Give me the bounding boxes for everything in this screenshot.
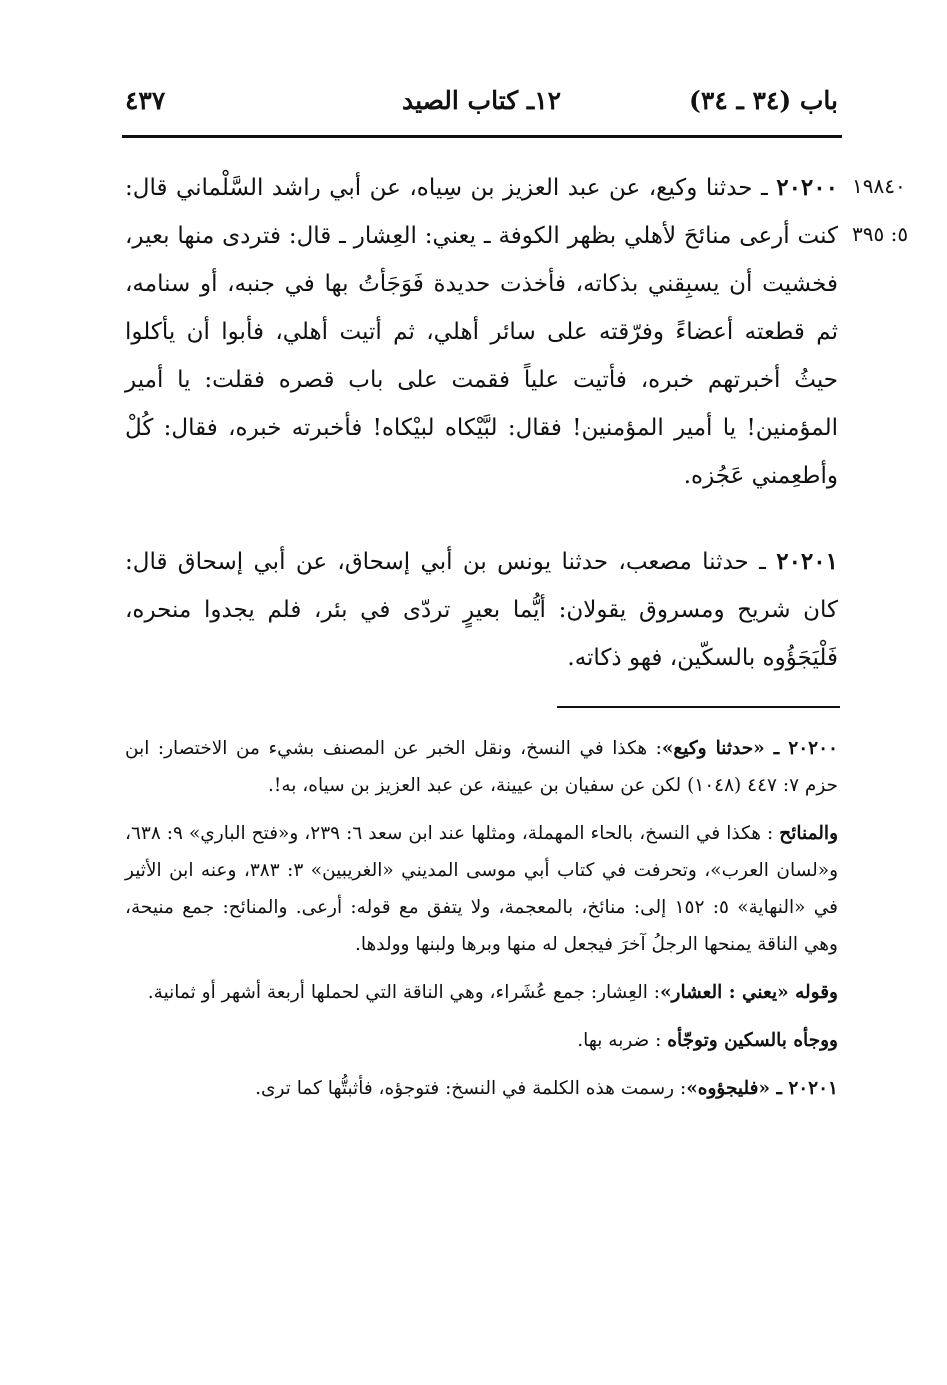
- footnote-head: ووجأه بالسكين وتوجّأه: [667, 1030, 838, 1051]
- margin-reference-1: ١٩٨٤٠: [852, 174, 906, 198]
- hadith-text: ـ حدثنا وكيع، عن عبد العزيز بن سِياه، عن أبي راشد السَّلْماني قال: كنت أرعى منائحَ لأهلي بظهر الكوفة ـ يعني: العِشار ـ قال: فتردى منها بعير، فخشيت أن يسبِقني بذكاته، فأخذت حديدة فَوَجَأتُ بها في جنبه، أو سنامه، ثم قطعته أعضاءً وفرّقته على سائر أهلي، ثم أتيت أهلي، فأبوا أن يأكلوا حيثُ أخبرتهم خبره، فأتيت علياً فقمت على باب قصره فقلت: يا أمير المؤمنين! يا أمير المؤمنين! فقال: لبَّيْكاه لبيْكاه! فأخبرته خبره، فقال: كُلْ وأطعِمني عَجُزه.: [125, 175, 838, 489]
- footnote: [125, 1070, 838, 1107]
- hadith-20200: [125, 164, 838, 500]
- footnote-text: : هكذا في النسخ، بالحاء المهملة، ومثلها عند ابن سعد ٦: ٢٣٩، و«فتح الباري» ٩: ٦٣٨، و«لسان العرب»، وتحرفت في كتاب أبي موسى المديني «الغريبين» ٣: ٣٨٣، وعنه ابن الأثير في «النهاية» ٥: ١٥٢ إلى: منائخ، بالمعجمة، ولا يتفق مع قوله: أرعى. والمنائح: جمع منيحة، وهي الناقة يمنحها الرجلُ آخرَ فيجعل له منها وبرها ولبنها وولدها.: [125, 823, 838, 955]
- footnote-head: والمنائح: [779, 823, 838, 844]
- footnote-head: ٢٠٢٠٠ ـ «حدثنا وكيع»: [661, 738, 838, 759]
- footnote-head: وقوله «يعني : العشار»: [659, 982, 838, 1003]
- hadith-text: ـ حدثنا مصعب، حدثنا يونس بن أبي إسحاق، عن أبي إسحاق قال: كان شريح ومسروق يقولان: أيُّما بعيرٍ تردّى في بئر، فلم يجدوا منحره، فَلْيَجَؤُوه بالسكّين، فهو ذكاته.: [125, 549, 838, 671]
- book-title: ١٢ـ كتاب الصيد: [401, 86, 562, 115]
- footnote-text: : رسمت هذه الكلمة في النسخ: فتوجؤه، فأثبتُّها كما ترى.: [255, 1078, 687, 1099]
- footnote: [125, 974, 838, 1011]
- margin-reference-2: ٥: ٣٩٥: [852, 222, 909, 246]
- footnotes: [125, 730, 838, 1118]
- page-number: ٤٣٧: [125, 86, 166, 115]
- footnote-text: : هكذا في النسخ، ونقل الخبر عن المصنف بشيء من الاختصار: ابن حزم ٧: ٤٤٧ (١٠٤٨) لكن عن سفيان بن عيينة، عن عبد العزيز بن سياه، به!.: [125, 738, 838, 796]
- hadith-20201: [125, 538, 838, 682]
- footnote-head: ٢٠٢٠١ ـ «فليجؤوه»: [686, 1078, 838, 1099]
- footnote: [125, 1022, 838, 1059]
- header-divider: [122, 135, 842, 138]
- footnote: [125, 815, 838, 963]
- footnote-text: : العِشار: جمع عُشَراء، وهي الناقة التي لحملها أربعة أشهر أو ثمانية.: [147, 982, 660, 1003]
- footnote: [125, 730, 838, 804]
- chapter-reference: باب (٣٤ ـ ٣٤): [689, 86, 838, 115]
- page-header: [125, 86, 838, 120]
- footnote-text: : ضربه بها.: [577, 1030, 668, 1051]
- hadith-number: ٢٠٢٠١: [776, 548, 838, 575]
- hadith-number: ٢٠٢٠٠: [776, 174, 838, 201]
- footnote-divider: [557, 706, 840, 708]
